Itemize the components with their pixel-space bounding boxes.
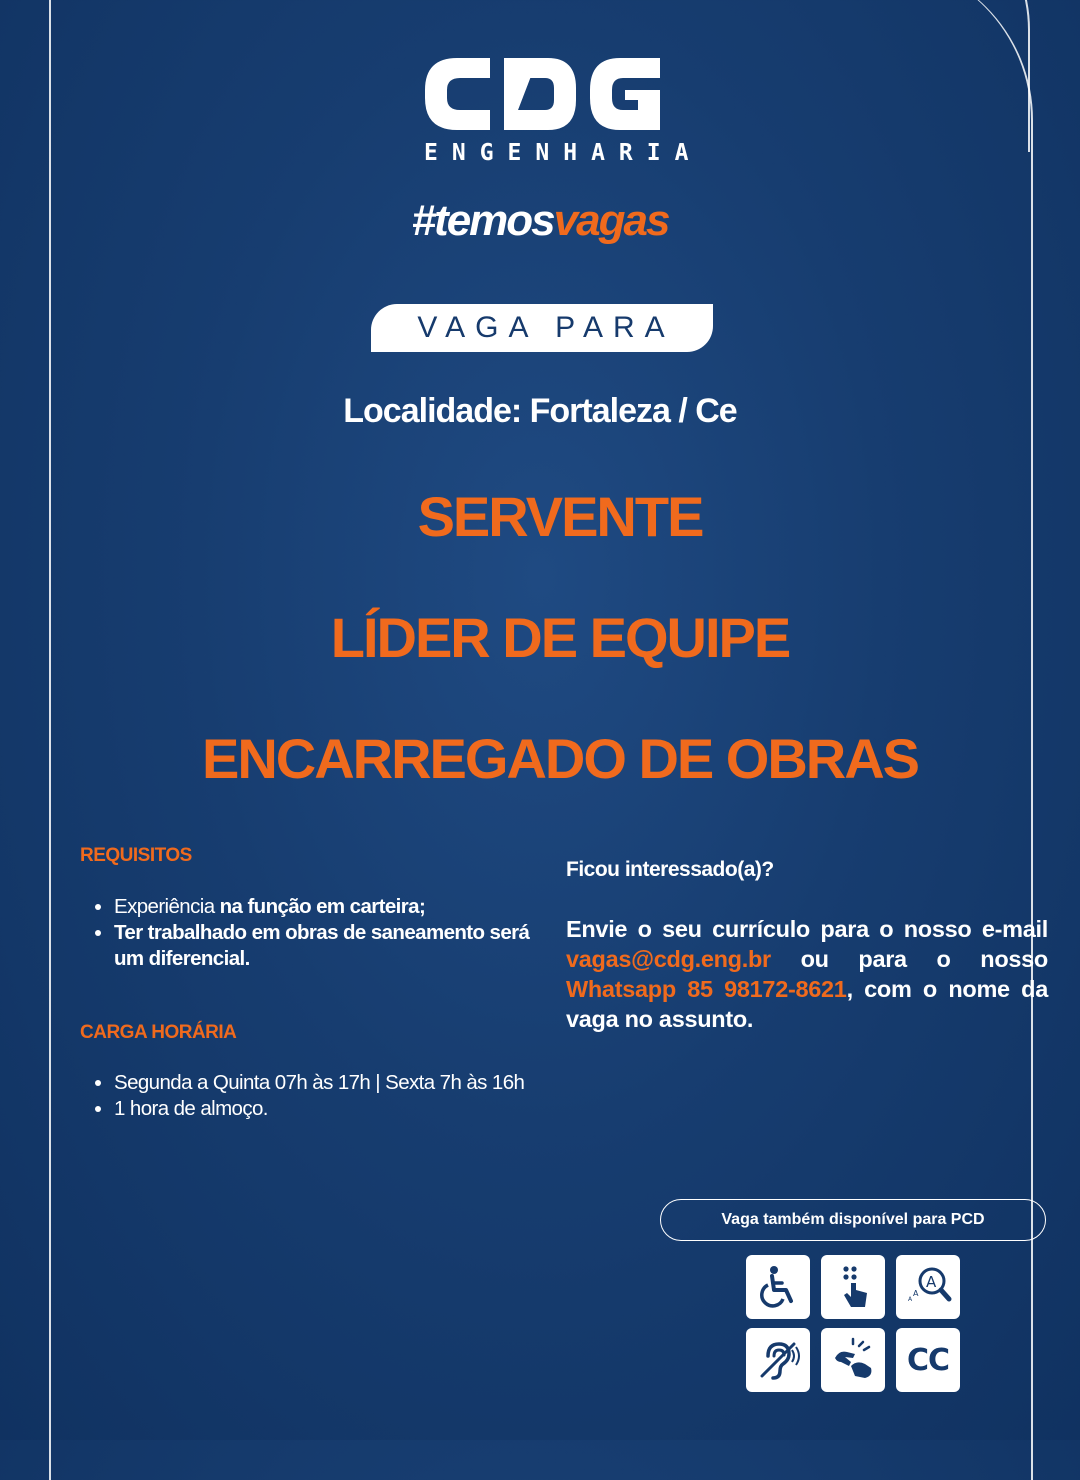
svg-text:A: A xyxy=(913,1289,919,1298)
hashtag-part1: #temos xyxy=(411,196,554,245)
closed-captions-text: CC xyxy=(906,1342,950,1378)
pcd-badge: Vaga também disponível para PCD xyxy=(660,1199,1046,1241)
magnifier-text-icon xyxy=(896,1255,960,1319)
list-item-bold-text: na função em carteira; xyxy=(219,895,426,918)
role-title: ENCARREGADO DE OBRAS xyxy=(201,727,919,790)
role-title: LÍDER DE EQUIPE xyxy=(330,606,790,669)
role-title: SERVENTE xyxy=(417,485,703,548)
email-link[interactable]: vagas@cdg.eng.br xyxy=(566,946,771,972)
interest-question: Ficou interessado(a)? xyxy=(566,858,774,881)
whatsapp-link[interactable]: Whatsapp 85 98172-8621 xyxy=(566,976,847,1002)
hashtag-headline xyxy=(0,196,1080,246)
list-item: • 1 hora de almoço. xyxy=(114,1096,584,1122)
requirements-title: REQUISITOS xyxy=(80,845,192,866)
braille-touch-icon xyxy=(821,1255,885,1319)
decorative-frame-curve xyxy=(848,0,1030,152)
contact-text: ou para o nosso xyxy=(770,946,1048,972)
sign-language-icon xyxy=(821,1328,885,1392)
location-text: Localidade: Fortaleza / Ce xyxy=(343,392,737,430)
list-item: • Segunda a Quinta 07h às 17h | Sexta 7h às 16h xyxy=(114,1070,584,1096)
list-item-text: Experiência xyxy=(114,895,220,918)
logo-subtitle: ENGENHARIA xyxy=(424,140,703,166)
schedule-list xyxy=(80,1070,584,1122)
svg-text:A: A xyxy=(908,1296,913,1303)
requirements-list xyxy=(80,894,554,972)
contact-text: , com o nome da vaga no assunto. xyxy=(566,976,1048,1032)
list-item: • Ter trabalhado em obras de saneamento será um diferencial. xyxy=(114,920,554,972)
contact-text: Envie o seu currículo para o nosso e-mail xyxy=(566,916,1048,942)
svg-text:A: A xyxy=(926,1273,937,1291)
wheelchair-icon xyxy=(746,1255,810,1319)
vaga-para-banner: VAGA PARA xyxy=(371,304,713,352)
contact-instructions xyxy=(566,914,1048,1034)
hashtag-part2: vagas xyxy=(553,196,669,245)
list-item xyxy=(114,894,554,920)
schedule-title: CARGA HORÁRIA xyxy=(80,1022,237,1043)
closed-captions-icon xyxy=(896,1328,960,1392)
hearing-loop-icon xyxy=(746,1328,810,1392)
